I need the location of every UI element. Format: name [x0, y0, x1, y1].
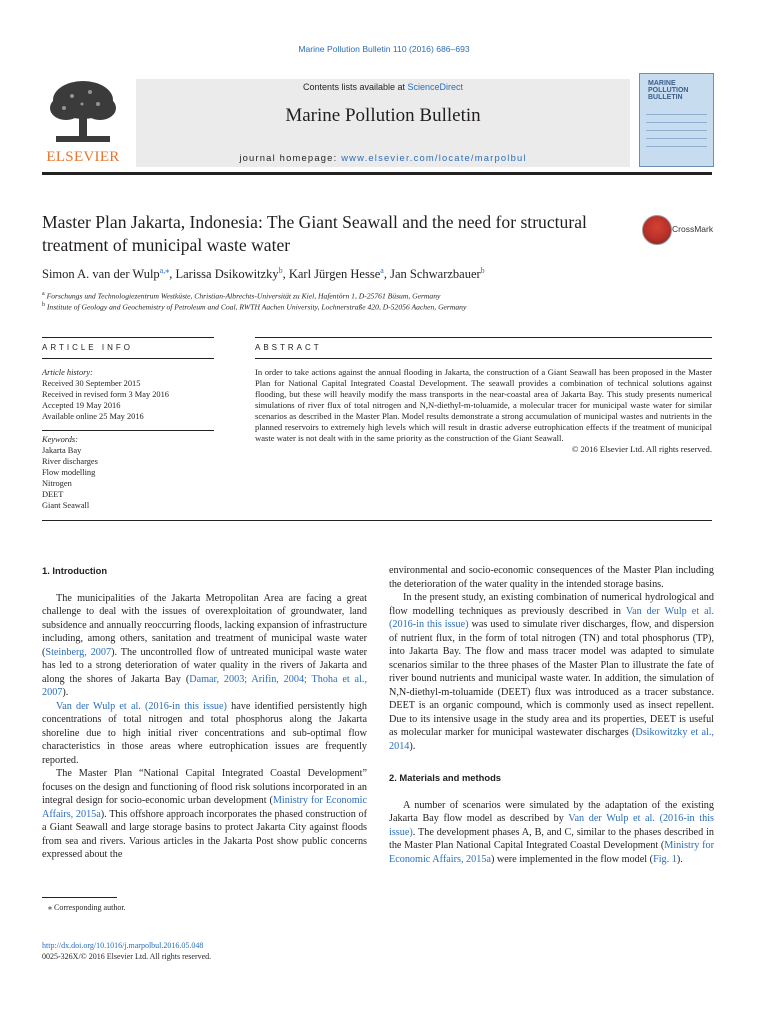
paragraph: environmental and socio-economic consequences of the Master Plan including the deterioration of the water quality in the intended storage basins. — [389, 565, 714, 590]
abstract-heading: ABSTRACT — [255, 343, 322, 352]
keyword: River discharges — [42, 457, 98, 466]
paragraph: Van der Wulp et al. (2016-in this issue) have identified persistently high concentrations of total nitrogen and total phosphorus along the Jakarta shoreline due to high initial river concentrations and sub-optimal flow characteristics in those areas where eutrophication issues are frequently reported. — [42, 700, 367, 766]
doi-block — [42, 940, 211, 962]
keyword: Flow modelling — [42, 468, 96, 477]
article-info-heading: ARTICLE INFO — [42, 343, 133, 352]
citation-link[interactable]: Van der Wulp et al. (2016-in this issue) — [56, 700, 227, 712]
abstract-rule — [255, 358, 712, 359]
keyword: Jakarta Bay — [42, 446, 82, 455]
author[interactable]: Simon A. van der Wulp$^{a,⁎}$, — [42, 266, 176, 282]
homepage-line: journal homepage: www.elsevier.com/locate/marpolbul — [239, 152, 527, 163]
publisher-name: ELSEVIER — [46, 149, 120, 165]
keyword: DEET — [42, 490, 64, 499]
running-header[interactable]: Marine Pollution Bulletin 110 (2016) 686–693 — [298, 44, 470, 54]
right-column — [389, 564, 714, 866]
methods-heading: 2. Materials and methods — [389, 772, 502, 783]
affiliation: $^b$ Institute of Geology and Geochemistry of Petroleum and Coal, RWTH Aachen University, Lochnerstraße 420, D-52056 Aachen, Germany — [42, 302, 467, 312]
history-item: Accepted 19 May 2016 — [42, 401, 121, 410]
crossmark-badge[interactable]: CrossMark — [642, 215, 714, 243]
author[interactable]: Larissa Dsikowitzky$^b$, — [175, 266, 289, 282]
article-title: Master Plan Jakarta, Indonesia: The Giant Seawall and the need for structural treatment of municipal waste water — [42, 212, 587, 255]
issn-line: 0025-326X/© 2016 Elsevier Ltd. All rights reserved. — [42, 952, 212, 961]
cover-title: MARINE POLLUTION BULLETIN — [648, 80, 689, 101]
citation-link[interactable]: Steinberg, 2007 — [45, 646, 112, 658]
footnote-rule — [42, 897, 117, 898]
left-column — [42, 564, 367, 862]
sciencedirect-link[interactable]: ScienceDirect — [407, 82, 464, 92]
info-rule — [42, 358, 214, 359]
section-rule — [42, 520, 712, 521]
history-item: Received in revised form 3 May 2016 — [42, 390, 169, 399]
author[interactable]: Jan Schwarzbauer$^b$ — [390, 266, 485, 282]
footnote: ⁎ Corresponding author. — [48, 903, 126, 912]
copyright: © 2016 Elsevier Ltd. All rights reserved. — [571, 444, 712, 454]
elsevier-tree-icon — [42, 78, 124, 148]
citation-link[interactable]: Ministry for Economic Affairs, 2015a — [389, 840, 714, 865]
citation-link[interactable]: Dsikowitzky et al., 2014 — [389, 727, 714, 752]
crossmark-icon — [642, 215, 672, 245]
paragraph: The municipalities of the Jakarta Metropolitan Area are facing a great challenge to deal with the issues of overexploitation of groundwater, land subsidence and annually reoccurring floods, lacking expansion of infrastructure including, among others, sanitation and treatment of municipal waste water (Steinberg, 2007). The uncontrolled flow of untreated municipal waste water has led to a strong deterioration of water quality in the rivers of Jakarta and along the shores of Jakarta Bay (Damar, 2003; Arifin, 2004; Thoha et al., 2007). — [42, 592, 367, 698]
info-rule — [42, 430, 214, 431]
history-item: Available online 25 May 2016 — [42, 412, 144, 421]
author[interactable]: Karl Jürgen Hesse$^a$, — [288, 266, 391, 282]
keyword: Nitrogen — [42, 479, 72, 488]
figure-link[interactable]: Fig. 1 — [653, 853, 677, 865]
affiliation: $^a$ Forschungs und Technologiezentrum Westküste, Christian-Albrechts-Universität zu Kiel, Hafentörn 1, D-25761 Büsum, Germany — [42, 291, 441, 301]
history-item: Received 30 September 2015 — [42, 379, 141, 388]
journal-banner — [136, 79, 630, 167]
paragraph: In the present study, an existing combination of numerical hydrological and flow modelling techniques as previously described in Van der Wulp et al. (2016-in this issue) was used to simulate river discharges, flow, and dispersion of nutrient flux, in the form of total nitrogen (TN) and total phosphorus (TP), into Jakarta Bay. The flow and mass tracer model was adapted to simulate scenarios similar to the three phases of the Master Plan to illustrate the fate of river bound nutrients and municipal waste water. In addition, the simulation of N,N-diethyl-m-toluamide (DEET) flux was introduced as a tracer substance. DEET is an organic compound, which is commonly used as insect repellent. Due to its intensive usage in the study area and its properties, DEET is useful as molecular marker for municipal wastewater discharges (Dsikowitzky et al., 2014). — [389, 592, 714, 752]
article-history: Article history: Received 30 September 2015 Received in revised form 3 May 2016 Accepted 19 May 2016 Available online 25 May 2016 — [42, 367, 214, 422]
contents-line: Contents lists available at ScienceDirect — [302, 82, 464, 92]
intro-heading: 1. Introduction — [42, 565, 108, 576]
citation-link[interactable]: Damar, 2003; Arifin, 2004; Thoha et al., 2007 — [42, 673, 367, 698]
journal-title: Marine Pollution Bulletin — [285, 105, 481, 126]
citation-link[interactable]: Van der Wulp et al. (2016-in this issue) — [389, 605, 714, 630]
paragraph: The Master Plan “National Capital Integrated Coastal Development” focuses on the design and functioning of flood risk solutions incorporated in an integral design for socio-economic urban development (Ministry for Economic Affairs, 2015a). This offshore approach incorporates the phased construction of a Giant Seawall and large storage basins to protect Jakarta City against floods from sea and rivers. Various articles in the Jakarta Post show public concerns expressed about the — [42, 768, 368, 860]
info-rule — [42, 337, 214, 338]
keyword: Giant Seawall — [42, 501, 90, 510]
journal-cover — [639, 73, 714, 167]
abstract-body: In order to take actions against the annual flooding in Jakarta, the construction of a Giant Seawall has been proposed in the Master Plan for National Capital Integrated Coastal Development. The seawall provides a combination of technical solutions against flooding, but these will heavily modify the mass transports in the near-coastal area of Jakarta Bay. This study presents numerical simulations of river flux of total nitrogen and N,N-diethyl-m-toluamide, a molecular tracer for municipal waste water for similar scenarios as described in the Master Plan. Model results demonstrate a strong accumulation of municipal wastes and nutrients in the planned reservoirs to extremely high levels which will result in drastic adverse eutrophication effects if the treatment of municipal waste water is not dealt with in the same priority as the construction of the Giant Seawall. © 2016 Elsevier Ltd. All rights reserved. — [255, 367, 712, 454]
citation-link[interactable]: Ministry for Economic Affairs, 2015a — [42, 795, 368, 820]
paragraph: A number of scenarios were simulated by the adaptation of the existing Jakarta Bay flow model as described by Van der Wulp et al. (2016-in this issue). The development phases A, B, and C, similar to the phases described in the Master Plan National Capital Integrated Coastal Development (Ministry for Economic Affairs, 2015a) were implemented in the flow model (Fig. 1). — [389, 799, 714, 865]
elsevier-logo — [42, 78, 124, 168]
header-rule — [42, 172, 712, 175]
author-list — [42, 266, 692, 282]
citation-link[interactable]: Van der Wulp et al. (2016-in this issue) — [389, 813, 714, 838]
abstract-rule — [255, 337, 712, 338]
keywords: Keywords: Jakarta Bay River discharges Flow modelling Nitrogen DEET Giant Seawall — [42, 434, 214, 511]
doi-link[interactable]: http://dx.doi.org/10.1016/j.marpolbul.2016.05.048 — [42, 941, 204, 950]
homepage-link[interactable]: www.elsevier.com/locate/marpolbul — [341, 152, 527, 163]
